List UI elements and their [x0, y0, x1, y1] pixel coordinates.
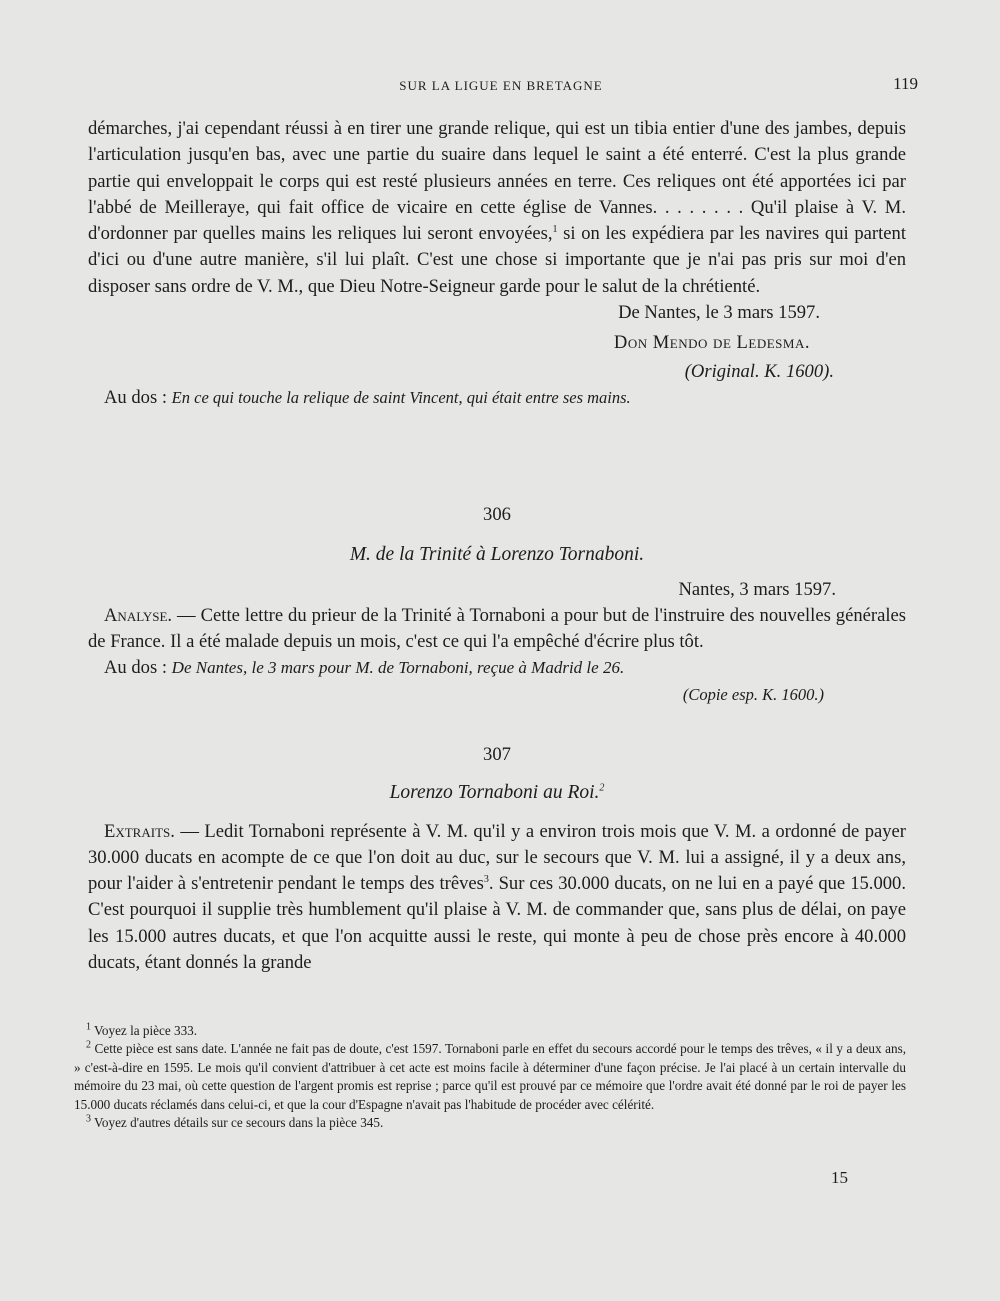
footnotes: [74, 1022, 906, 1132]
place-date: Nantes, 3 mars 1597.: [678, 578, 836, 600]
source-reference: (Original. K. 1600).: [684, 360, 834, 382]
footnote-1: $^1$ Voyez la pièce 333.: [86, 1021, 198, 1038]
running-title: SUR LA LIGUE EN BRETAGNE: [399, 78, 603, 93]
letter-paragraph: démarches, j'ai cependant réussi à en tirer une grande relique, qui est un tibia entier d'une des jambes, depuis l'articulation jusqu'en bas, avec une partie du suaire dans lequel le saint a été enterré. C'est la plus grande partie qui enveloppait le corps qui est resté plusieurs années en terre. Ces reliques ont été apportées ici par l'abbé de Meilleraye, qui fait office de vicaire en cette église de Vannes. . . . . . . . Qu'il plaise à V. M. d'ordonner par quelles mains les reliques lui seront envoyées,$^1$ si on les expédiera par les navires qui partent d'ici ou d'une autre manière, s'il lui plaît. C'est une chose si importante que je n'ai pas pris sur moi d'en disposer sans ordre de V. M., que Dieu Notre-Seigneur garde pour le salut de la chrétienté.: [88, 118, 906, 297]
dos-note: Au dos : De Nantes, le 3 mars pour M. de Tornaboni, reçue à Madrid le 26.: [104, 657, 625, 679]
document-306: [88, 502, 906, 708]
footnote-ref: 3: [483, 874, 489, 885]
document-number: 307: [483, 744, 511, 765]
footnote-3: $^3$ Voyez d'autres détails sur ce secours dans la pièce 345.: [86, 1113, 384, 1131]
dos-note: Au dos : En ce qui touche la relique de saint Vincent, qui était entre ses mains.: [104, 386, 631, 408]
place-date: De Nantes, le 3 mars 1597.: [618, 302, 820, 324]
page-number: 119: [893, 74, 918, 93]
signature: Don Mendo de Ledesma.: [613, 332, 810, 354]
letter-continued: [88, 116, 906, 411]
footnote-ref: 2: [599, 782, 605, 794]
document-number: 306: [483, 504, 511, 525]
signature-mark: 15: [831, 1168, 848, 1187]
document-307: [88, 742, 906, 976]
source-reference: (Copie esp. K. 1600.): [682, 684, 824, 704]
analyse-paragraph: Analyse. — Cette lettre du prieur de la Trinité à Tornaboni a pour but de l'instruire des nouvelles générales de France. Il a été malade depuis un mois, c'est ce qui l'a empêché d'écrire plus tôt.: [88, 604, 906, 653]
document-title: M. de la Trinité à Lorenzo Tornaboni.: [349, 544, 645, 566]
document-title: Lorenzo Tornaboni au Roi.$^2$: [389, 782, 605, 804]
footnote-ref: 1: [552, 224, 558, 235]
footnote-2: $^2$ Cette pièce est sans date. L'année ne fait pas de doute, c'est 1597. Tornaboni parle en effet du secours accordé pour le temps des trêves, « il y a deux ans, » c'est-à-dire en 1595. Le mois qu'il convient d'attribuer à cet acte est moins facile à déterminer d'une façon précise. Je l'ai placé à un certain intervalle du mémoire du 23 mai, où cette question de l'argent promis est reprise ; parce qu'il est prouvé par ce mémoire que l'ordre avait été donné par le roi de payer les 15.000 ducats réclamés dans celui-ci, et que la cour d'Espagne n'avait pas l'habitude de procéder avec célérité.: [74, 1040, 906, 1112]
extraits-paragraph: Extraits. — Ledit Tornaboni représente à V. M. qu'il y a environ trois mois que V. M. a ordonné de payer 30.000 ducats en acompte de ce que l'on doit au duc, sur le secours que V. M. lui a assigné, il y a deux ans, pour l'aider à s'entretenir pendant le temps des trêves$^3$. Sur ces 30.000 ducats, on ne lui en a payé que 15.000. C'est pourquoi il supplie très humblement qu'il plaise à V. M. de commander que, sans plus de délai, on paye les 15.000 autres ducats, et que l'on acquitte aussi le reste, qui monte à peu de chose près encore à 40.000 ducats, étant donnés la grande: [88, 820, 906, 974]
